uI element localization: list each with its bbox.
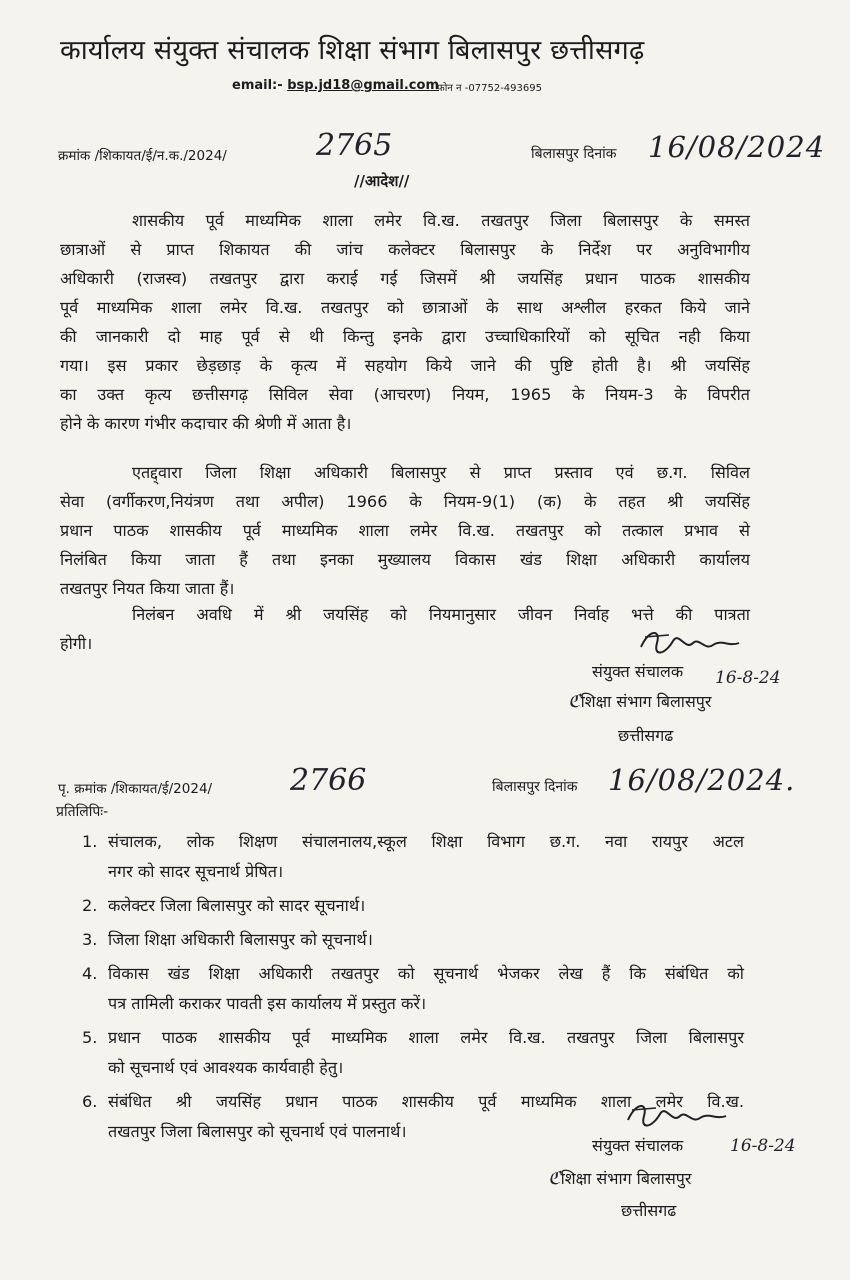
paragraph-line: होने के कारण गंभीर कदाचार की श्रेणी में आता है। — [60, 414, 352, 433]
email-line — [232, 78, 439, 93]
list-item: 3. जिला शिक्षा अधिकारी बिलासपुर को सूचनार्थ। — [82, 930, 373, 949]
list-item: 4. विकास खंड शिक्षा अधिकारी तखतपुर को सूचनार्थ भेजकर लेख हैं कि संबंधित को पत्र तामिली कराकर पावती इस कार्यालय में प्रस्तुत करें। — [82, 964, 744, 1013]
paragraph-line: पूर्व माध्यमिक शाला लमेर वि.ख. तखतपुर को छात्राओं के साथ अश्लील हरकत किये जाने — [60, 298, 750, 317]
signature-office-1: ℭशिक्षा संभाग बिलासपुर — [568, 691, 712, 712]
email-address: bsp.jd18@gmail.com — [287, 78, 439, 93]
paragraph-line: की जानकारी दो माह पूर्व से थी किन्तु इनके द्वारा उच्चाधिकारियों को सूचित नही किया — [60, 327, 750, 346]
list-item: 2. कलेक्टर जिला बिलासपुर को सादर सूचनार्थ। — [82, 896, 366, 915]
order-date-label: बिलासपुर दिनांक — [531, 146, 617, 162]
paragraph-line: का उक्त कृत्य छत्तीसगढ़ सिविल सेवा (आचरण) नियम, 1965 के नियम-3 के विपरीत — [60, 385, 750, 404]
list-item: 1. संचालक, लोक शिक्षण संचालनालय,स्कूल शिक्षा विभाग छ.ग. नवा रायपुर अटल नगर को सादर सूचनार्थ प्रेषित। — [82, 832, 744, 881]
endorsement-ref-number: 2766 — [290, 763, 367, 798]
order-date: 16/08/2024 — [648, 130, 826, 164]
copy-label: प्रतिलिपिः- — [56, 804, 109, 820]
paragraph-line: प्रधान पाठक शासकीय पूर्व माध्यमिक शाला लमेर वि.ख. तखतपुर को तत्काल प्रभाव से — [60, 521, 750, 540]
paragraph-line: छात्राओं से प्राप्त शिकायत की जांच कलेक्टर बिलासपुर के निर्देश पर अनुविभागीय — [60, 240, 750, 259]
signature-office-2: ℭशिक्षा संभाग बिलासपुर — [548, 1168, 692, 1189]
phone-number: -07752-493695 — [464, 83, 542, 94]
paragraph-line: होगी। — [60, 634, 93, 653]
order-ref-number: 2765 — [316, 128, 393, 163]
endorsement-date: 16/08/2024. — [608, 763, 796, 797]
paragraph-line: गया। इस प्रकार छेड़छाड़ के कृत्य में सहयोग किये जाने की पुष्टि होती है। श्री जयसिंह — [60, 356, 750, 375]
signature-date-2: 16-8-24 — [730, 1136, 796, 1156]
initial-mark: ℭ — [568, 691, 581, 712]
order-paragraph-1 — [60, 206, 750, 438]
list-item: 5. प्रधान पाठक शासकीय पूर्व माध्यमिक शाला लमेर वि.ख. तखतपुर जिला बिलासपुर को सूचनार्थ एवं आवश्यक कार्यवाही हेतु। — [82, 1028, 744, 1077]
signature-scribble-1 — [635, 625, 745, 665]
signature-state-1: छत्तीसगढ — [618, 726, 674, 745]
office-title: कार्यालय संयुक्त संचालक शिक्षा संभाग बिलासपुर छत्तीसगढ़ — [60, 35, 645, 66]
list-item: 6. संबंधित श्री जयसिंह प्रधान पाठक शासकीय पूर्व माध्यमिक शाला लमेर वि.ख. तखतपुर जिला बिलासपुर को सूचनार्थ एवं पालनार्थ। — [82, 1092, 744, 1141]
order-heading: //आदेश// — [354, 172, 410, 190]
order-ref-prefix: क्रमांक /शिकायत/ई/न.क./2024/ — [58, 148, 227, 164]
signature-date-1: 16-8-24 — [715, 668, 781, 688]
paragraph-line: तखतपुर नियत किया जाता हैं। — [60, 579, 235, 598]
paragraph-line: सेवा (वर्गीकरण,नियंत्रण तथा अपील) 1966 के नियम-9(1) (क) के तहत श्री जयसिंह — [60, 492, 750, 511]
initial-mark: ℭ — [548, 1168, 561, 1189]
paragraph-line: एतद्द्वारा जिला शिक्षा अधिकारी बिलासपुर से प्राप्त प्रस्ताव एवं छ.ग. सिविल — [132, 463, 750, 482]
signature-scribble-2 — [622, 1098, 732, 1138]
endorsement-ref-prefix: पृ. क्रमांक /शिकायत/ई/2024/ — [58, 781, 213, 797]
phone-label: फोन न — [437, 83, 462, 94]
paragraph-line: निलंबित किया जाता हैं तथा इनका मुख्यालय विकास खंड शिक्षा अधिकारी कार्यालय — [60, 550, 750, 569]
email-label: email:- — [232, 78, 283, 93]
signature-designation-2: संयुक्त संचालक — [592, 1136, 684, 1155]
paragraph-line: निलंबन अवधि में श्री जयसिंह को नियमानुसार जीवन निर्वाह भत्ते की पात्रता — [132, 605, 750, 624]
order-paragraph-2 — [60, 458, 750, 603]
paragraph-line: अधिकारी (राजस्व) तखतपुर द्वारा कराई गई जिसमें श्री जयसिंह प्रधान पाठक शासकीय — [60, 269, 750, 288]
signature-designation-1: संयुक्त संचालक — [592, 662, 684, 681]
endorsement-date-label: बिलासपुर दिनांक — [492, 779, 578, 795]
phone-line — [437, 80, 542, 94]
signature-state-2: छत्तीसगढ — [621, 1201, 677, 1220]
paragraph-line: शासकीय पूर्व माध्यमिक शाला लमेर वि.ख. तखतपुर जिला बिलासपुर के समस्त — [132, 211, 750, 230]
